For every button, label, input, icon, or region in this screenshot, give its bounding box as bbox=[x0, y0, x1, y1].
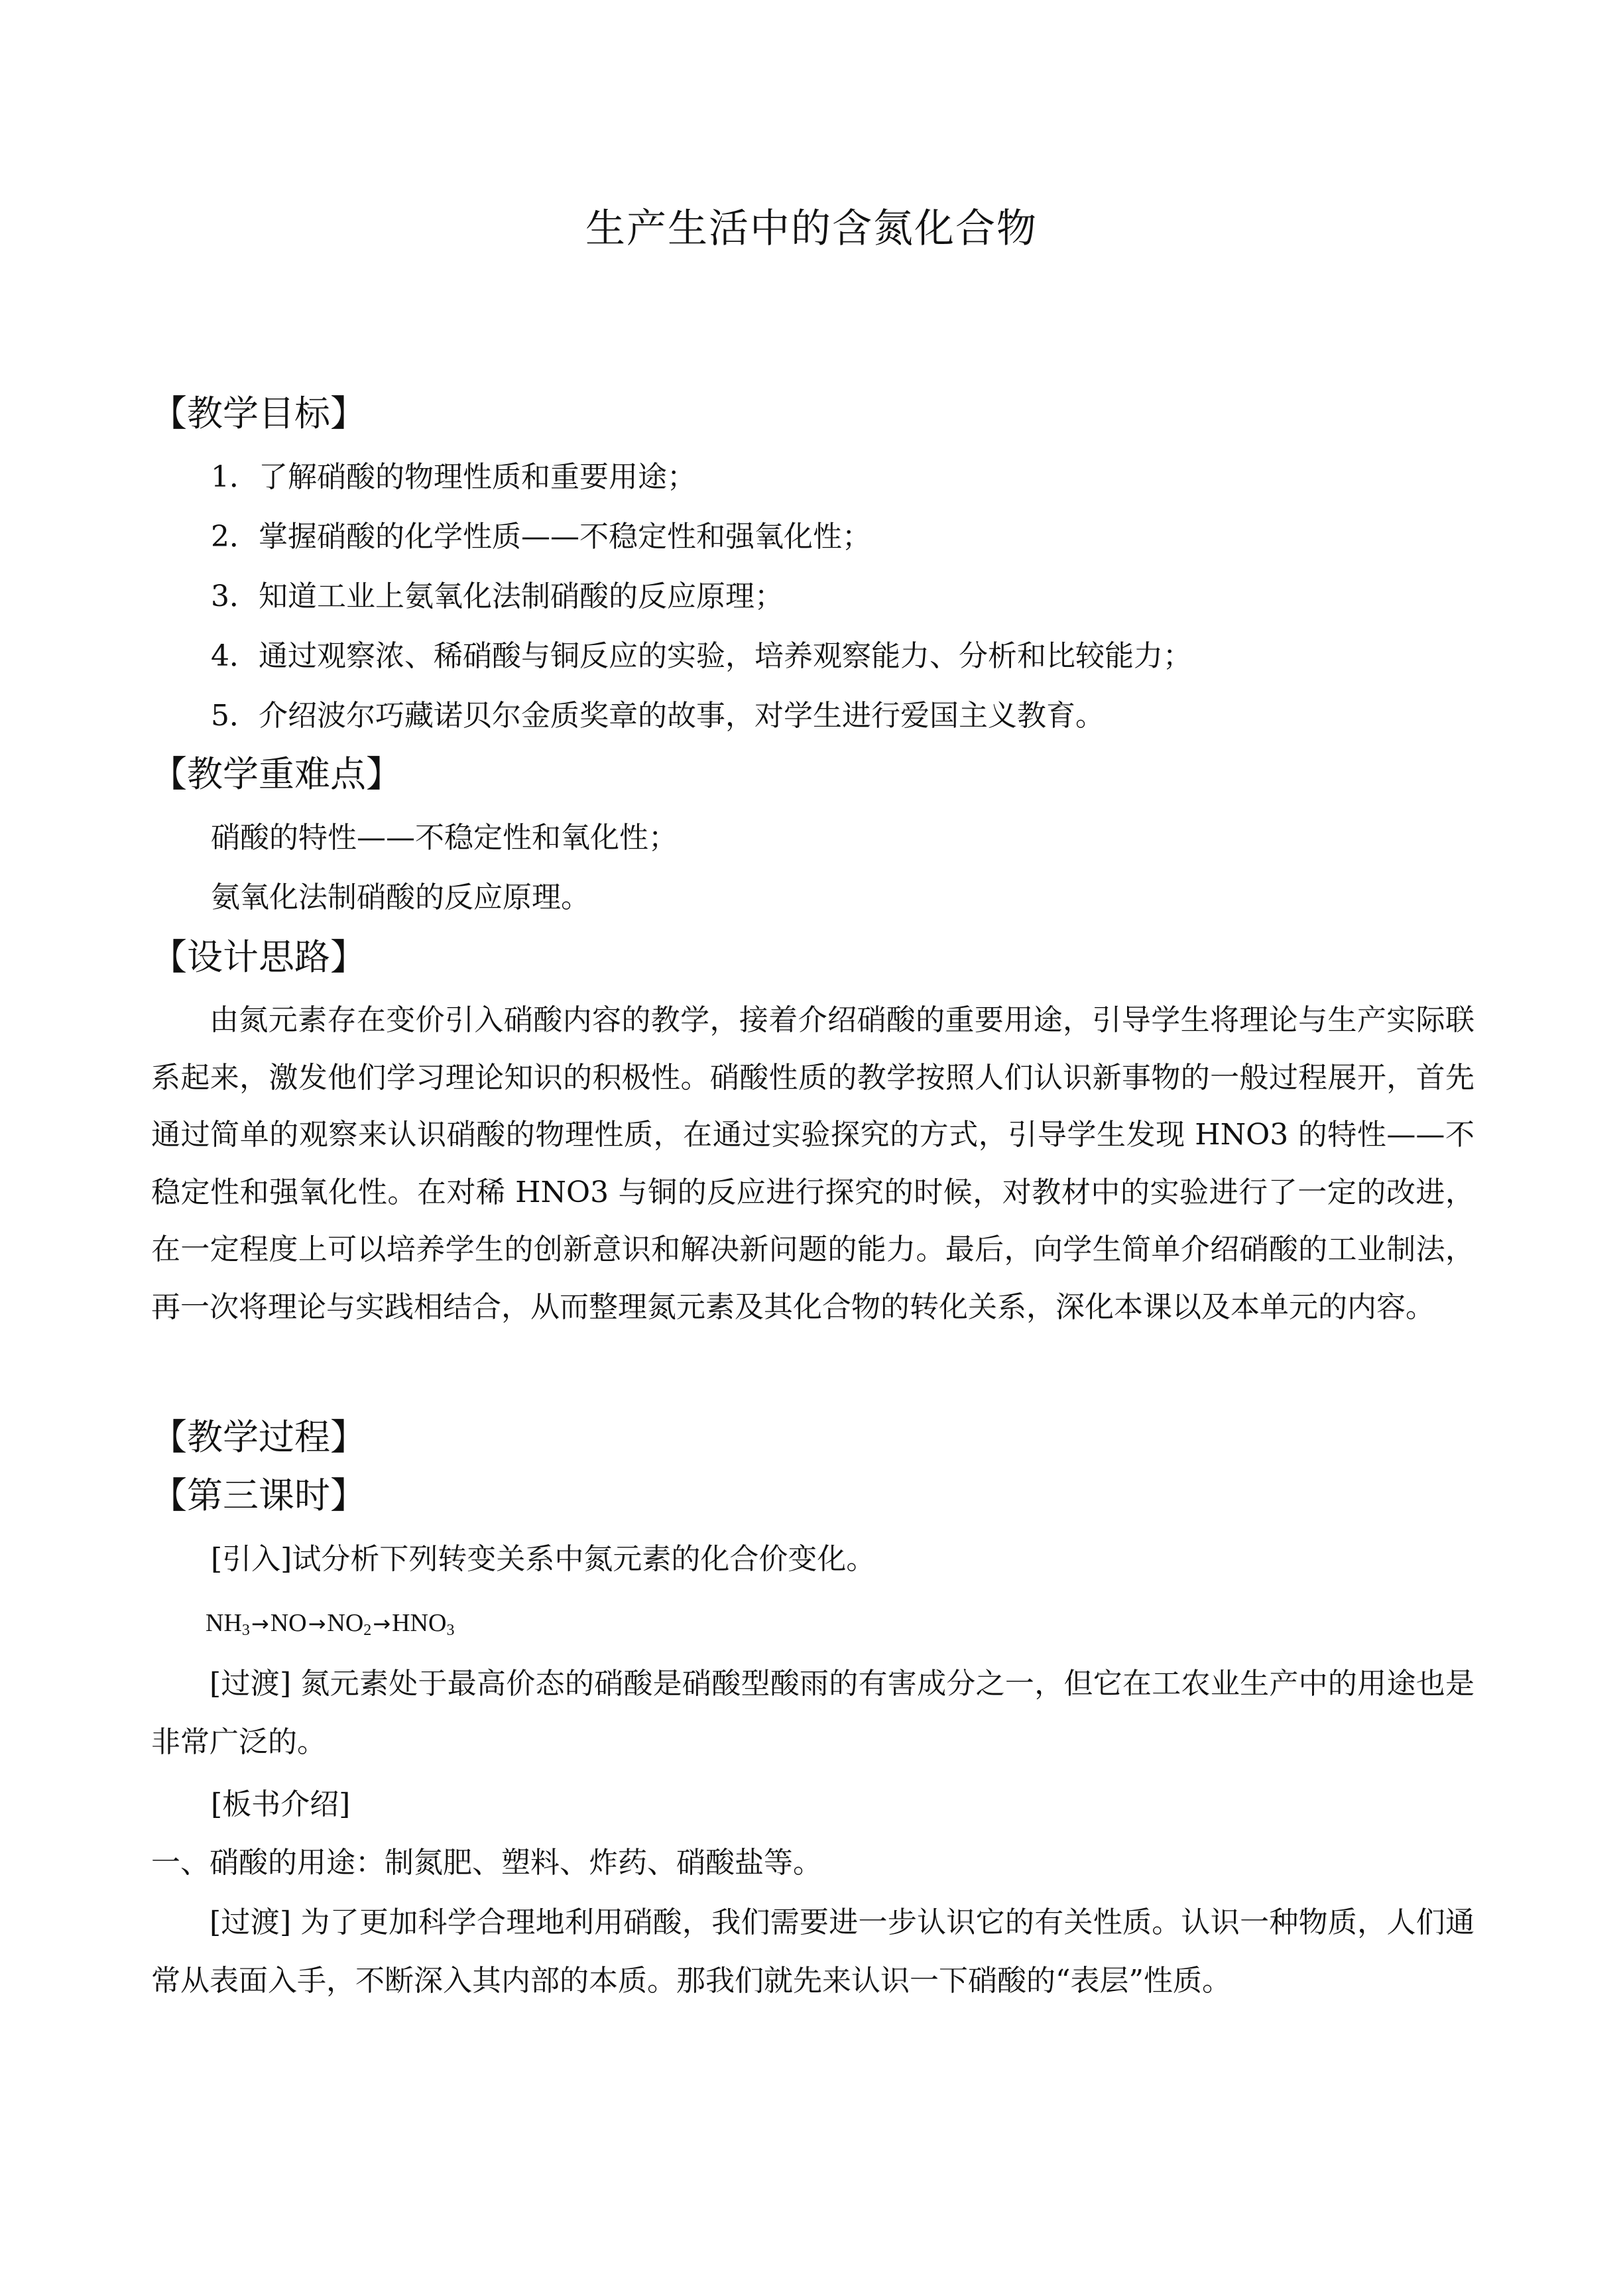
transition-paragraph-2: [过渡] 为了更加科学合理地利用硝酸，我们需要进一步认识它的有关性质。认识一种物质，人们通常从表面入手，不断深入其内部的本质。那我们就先来认识一下硝酸的“表层”性质。 bbox=[151, 1905, 1474, 1998]
arrow-icon: → bbox=[373, 1611, 391, 1636]
board-label: [板书介绍] bbox=[211, 1787, 351, 1821]
objective-item: 3．知道工业上氨氧化法制硝酸的反应原理； bbox=[211, 579, 784, 613]
arrow-icon: → bbox=[251, 1611, 269, 1636]
formula-no2: $NO_2$ bbox=[327, 1609, 372, 1639]
objective-item: 2．掌握硝酸的化学性质——不稳定性和强氧化性； bbox=[211, 520, 871, 554]
formula-hno3: $HNO_3$ bbox=[392, 1609, 455, 1639]
section-heading-process: 【教学过程】 bbox=[151, 1416, 366, 1458]
uses-line: 一、硝酸的用途：制氮肥、塑料、炸药、硝酸盐等。 bbox=[151, 1846, 822, 1880]
key-point-item: 硝酸的特性——不稳定性和氧化性； bbox=[211, 821, 678, 855]
key-point-item: 氨氧化法制硝酸的反应原理。 bbox=[211, 880, 590, 914]
section-heading-lesson3: 【第三课时】 bbox=[151, 1475, 366, 1516]
section-heading-design: 【设计思路】 bbox=[151, 936, 366, 978]
transition-paragraph-1: [过渡] 氮元素处于最高价态的硝酸是硝酸型酸雨的有害成分之一，但它在工农业生产中的用途也是非常广泛的。 bbox=[151, 1667, 1474, 1759]
section-heading-objectives: 【教学目标】 bbox=[151, 393, 366, 434]
intro-line: [引入]试分析下列转变关系中氮元素的化合价变化。 bbox=[211, 1542, 876, 1576]
section-heading-key-points: 【教学重难点】 bbox=[151, 753, 402, 795]
page-title: 生产生活中的含氮化合物 bbox=[585, 206, 1038, 252]
design-paragraph: 由氮元素存在变价引入硝酸内容的教学，接着介绍硝酸的重要用途，引导学生将理论与生产实际联系起来，激发他们学习理论知识的积极性。硝酸性质的教学按照人们认识新事物的一般过程展开，首先通过简单的观察来认识硝酸的物理性质，在通过实验探究的方式，引导学生发现 HNO3 的特性——不稳定性和强氧化性。在对稀 HNO3 与铜的反应进行探究的时候，对教材中的实验进行了一定的改进，在一定程度上可以培养学生的创新意识和解决新问题的能力。最后，向学生简单介绍硝酸的工业制法，再一次将理论与实践相结合，从而整理氮元素及其化合物的转化关系，深化本课以及本单元的内容。 bbox=[151, 1003, 1474, 1324]
nitrogen-conversion-formula bbox=[206, 1603, 454, 1650]
formula-nh3: $NH_3$ bbox=[206, 1609, 250, 1639]
objective-item: 5．介绍波尔巧藏诺贝尔金质奖章的故事，对学生进行爱国主义教育。 bbox=[211, 699, 1105, 733]
arrow-icon: → bbox=[308, 1611, 326, 1636]
objective-item: 1．了解硝酸的物理性质和重要用途； bbox=[211, 460, 696, 494]
formula-no: NO bbox=[270, 1609, 307, 1637]
objective-item: 4．通过观察浓、稀硝酸与铜反应的实验，培养观察能力、分析和比较能力； bbox=[211, 639, 1192, 673]
